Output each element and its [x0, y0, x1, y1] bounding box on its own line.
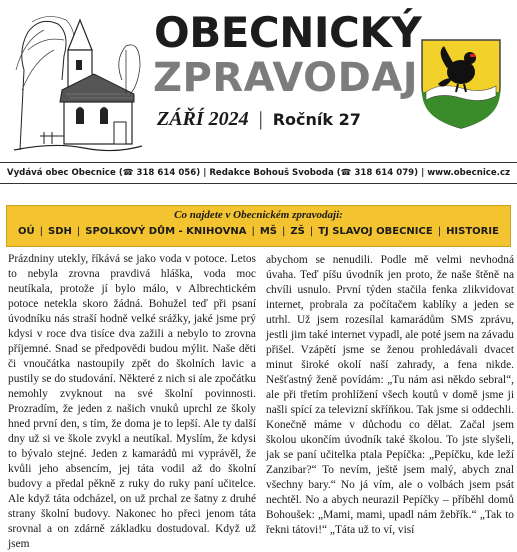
church-illustration: [14, 10, 142, 156]
contents-title: Co najdete v Obecnickém zpravodaji:: [174, 209, 343, 221]
nav-separator: |: [39, 226, 44, 237]
contents-nav: [7, 226, 510, 237]
issue-separator: |: [258, 108, 263, 130]
title-line-1: OBECNICKÝ: [154, 8, 422, 57]
issue-line: [157, 108, 361, 131]
contents-bar: [6, 205, 511, 247]
nav-separator: |: [309, 226, 314, 237]
article-column-right: abychom se nenudili. Podle mě velmi nevhodná úvaha. Teď píšu úvodník jen proto, že naše štěně na chvíli usnulo. První týden stačila fenka zlikvidovat internet, probrala za počítačem kablíky a jeden se utrhl. Už jsem rozesílal kamarádům SMS zprávu, jestli jim také internet vypadl, ale poté jsem na závadu přišel. Vzápětí jsme se ženou prohledávali dvacet minut široké okolí naší zahrady, a fena nikde. Nešťastný ženě povídám: „Tu nám asi někdo sebral“, ale při třetím prohlížení všech koutů v domě jsme ji našli spící za televizní skříňkou. Tak jsme si oddechli. Konečně máme v důchodu co dělat. Začal jsem školou ukončím úvodník také školou. To jste slyšeli, jak se paní učitelka ptala Pepíčka: „Pepíčku, kde leží Zanzibar?“ To nevím, ještě jsem malý, abych znal všechny bary.“ No já vím, ale o volbách jsem psát nechtěl. No a abych neurazil Pepíčky – příběhl domů Bohoušek: „Mami, mami, upadl nám žebřík.“ „Tak to řekni tátovi!“ „Táta už to ví, visí: [266, 254, 514, 536]
contents-item-ms[interactable]: MŠ: [259, 226, 277, 237]
contents-item-zs[interactable]: ZŠ: [290, 226, 305, 237]
nav-separator: |: [251, 226, 255, 237]
municipal-coat-of-arms: [420, 38, 502, 130]
contents-item-ou[interactable]: OÚ: [18, 226, 35, 237]
masthead: [0, 0, 517, 164]
article-body: [0, 252, 517, 550]
nav-separator: |: [437, 226, 442, 237]
publisher-info-line: Vydává obec Obecnice (☎ 318 614 056) | Redakce Bohouš Svoboda (☎ 318 614 079) | www.obecnice.cz: [0, 162, 517, 184]
contents-item-historie[interactable]: HISTORIE: [446, 226, 499, 237]
article-column-left: Prázdniny utekly, říkává se jako voda v potoce. Letos to nebyla zrovna pravdivá hláška, voda moc neutíkala, protože jí bylo málo, v Albrechtickém potoce netekla skoro žádná. Bohužel teď při psaní úvodníku nás straší hodně velké srážky, jaké jsme prý kdysi v roce dva tisíce dva zažili a nebylo to zrovna příjemné. Snad se předpovědi budou mýlit. Naše děti či vnoučátka nastoupily zpět do školních lavic a pustily se do studování. Některé z nich si ale zpočátku nemohly zvyknout na své školní povinnosti. Prozradím, že jeden z našich vnuků uprchl ze školy hned první den, s tím, že doma je to lepší. Ale ty další dny už si ve škole zvykl a neutíkal. Myslím, že kdysi to bývalo stejné. Jeden z kamarádů mi vyprávěl, že kvůli jeho absencím, jej táta vodil až do školní budovy a předal pěkně z ruky do ruky paní učitelce. Ale když táta odcházel, on už prchal ze šatny z druhé strany školní budovy. Nakonec ho přeci jenom táta srovnal a on zdárně základku dostudoval. Když už jsem: [8, 253, 256, 550]
nav-separator: |: [76, 226, 81, 237]
contents-item-spolkovy-dum[interactable]: SPOLKOVÝ DŮM - KNIHOVNA: [85, 226, 247, 237]
contents-item-sdh[interactable]: SDH: [48, 226, 72, 237]
title-line-2: ZPRAVODAJ: [153, 55, 419, 101]
issue-month: ZÁŘÍ 2024: [157, 108, 249, 130]
nav-separator: |: [282, 226, 286, 237]
contents-item-tj-slavoj[interactable]: TJ SLAVOJ OBECNICE: [318, 226, 433, 237]
issue-number: Ročník 27: [272, 110, 361, 129]
